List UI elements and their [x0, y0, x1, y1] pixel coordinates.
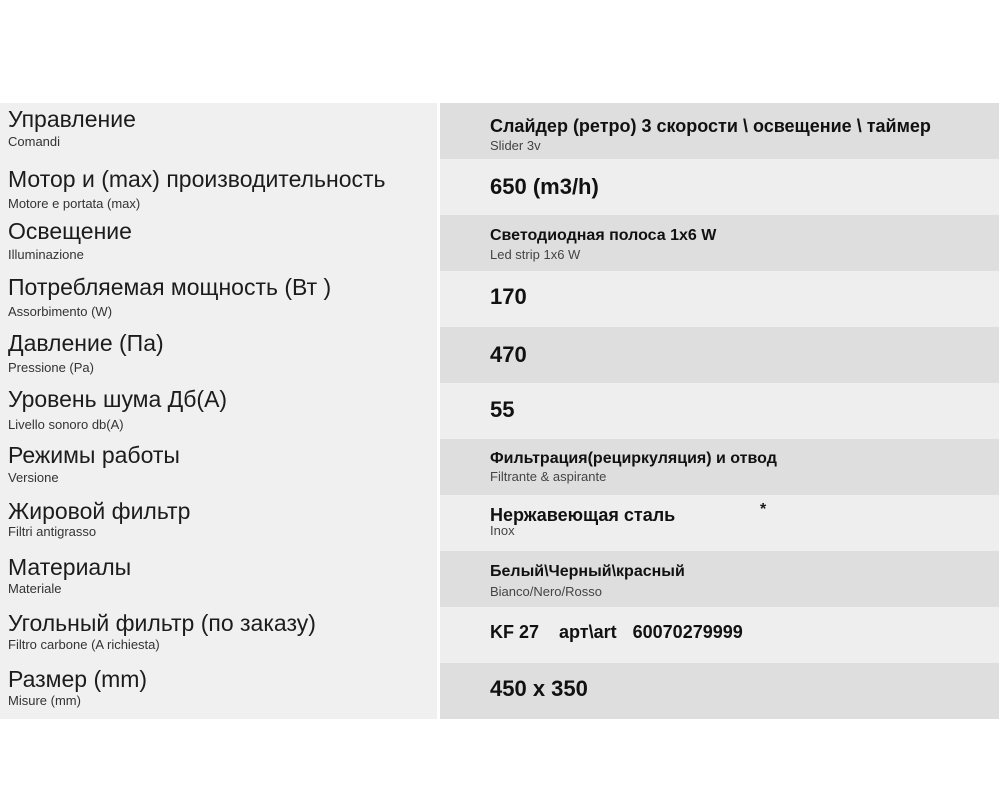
label-cell: [0, 159, 437, 215]
value-text: 470: [490, 342, 527, 367]
label-it: Versione: [8, 470, 59, 485]
value-text: Белый\Черный\красный: [490, 563, 685, 580]
value-text: 55: [490, 397, 515, 422]
label-cell: [0, 103, 437, 159]
label-it: Assorbimento (W): [8, 304, 113, 319]
article-label: арт\art: [559, 622, 617, 642]
label-cell: [0, 383, 437, 439]
spec-row-materials: [0, 551, 999, 607]
spec-row-grease-filter: [0, 495, 999, 551]
value-cell: [437, 271, 999, 327]
value-subtext: Slider 3v: [490, 138, 541, 153]
value-text: Светодиодная полоса 1х6 W: [490, 227, 717, 244]
value-text: Слайдер (ретро) 3 скорости \ освещение \ таймер: [490, 116, 931, 136]
label-it: Livello sonoro db(A): [8, 417, 124, 432]
value-subtext: Bianco/Nero/Rosso: [490, 584, 602, 599]
spec-row-modes: [0, 439, 999, 495]
value-text: Фильтрация(рециркуляция) и отвод: [490, 450, 777, 467]
label-it: Illuminazione: [8, 247, 84, 262]
label-cell: [0, 495, 437, 551]
label-cell: [0, 607, 437, 663]
spec-row-noise: [0, 383, 999, 439]
value-subtext: Filtrante & aspirante: [490, 469, 607, 484]
label-ru: Размер (mm): [8, 666, 148, 692]
value-cell: [437, 103, 999, 159]
label-ru: Уровень шума Дб(А): [8, 386, 228, 412]
label-cell: [0, 663, 437, 719]
value-text: Нержавеющая сталь: [490, 505, 676, 525]
label-cell: [0, 215, 437, 271]
value-text: 450 x 350: [490, 676, 588, 701]
filter-model: KF 27: [490, 622, 540, 642]
value-text: [490, 621, 743, 643]
label-ru: Материалы: [8, 554, 132, 580]
spec-row-carbon-filter: [0, 607, 999, 663]
label-it: Motore e portata (max): [8, 196, 141, 211]
value-cell: [437, 215, 999, 271]
spec-row-controls: [0, 103, 999, 159]
spec-row-lighting: [0, 215, 999, 271]
label-ru: Давление (Па): [8, 330, 164, 356]
label-ru: Управление: [8, 106, 136, 132]
value-cell: [437, 495, 999, 551]
label-cell: [0, 439, 437, 495]
spec-row-motor: [0, 159, 999, 215]
label-ru: Режимы работы: [8, 442, 180, 468]
label-it: Filtro carbone (A richiesta): [8, 637, 160, 652]
value-subtext: Inox: [490, 523, 515, 538]
label-it: Materiale: [8, 581, 62, 596]
label-it: Misure (mm): [8, 693, 81, 708]
spec-row-power: [0, 271, 999, 327]
value-text: 650 (m3/h): [490, 174, 599, 199]
value-cell: [437, 159, 999, 215]
label-it: Comandi: [8, 134, 61, 149]
label-ru: Освещение: [8, 218, 132, 244]
label-cell: [0, 271, 437, 327]
label-it: Filtri antigrasso: [8, 524, 97, 539]
value-text: 170: [490, 284, 527, 309]
footnote-marker: *: [760, 501, 767, 518]
value-cell: [437, 327, 999, 383]
article-number: 60070279999: [632, 622, 743, 642]
label-ru: Угольный фильтр (по заказу): [8, 610, 316, 636]
value-cell: [437, 383, 999, 439]
label-ru: Потребляемая мощность (Вт ): [8, 274, 332, 300]
value-cell: [437, 607, 999, 663]
label-ru: Жировой фильтр: [8, 498, 191, 524]
label-it: Pressione (Pa): [8, 360, 94, 375]
label-ru: Мотор и (max) производительность: [8, 166, 386, 192]
value-cell: [437, 551, 999, 607]
spec-row-pressure: [0, 327, 999, 383]
spec-table: [0, 103, 999, 719]
label-cell: [0, 551, 437, 607]
value-cell: [437, 663, 999, 719]
value-cell: [437, 439, 999, 495]
spec-row-size: [0, 663, 999, 719]
value-subtext: Led strip 1x6 W: [490, 247, 581, 262]
label-cell: [0, 327, 437, 383]
